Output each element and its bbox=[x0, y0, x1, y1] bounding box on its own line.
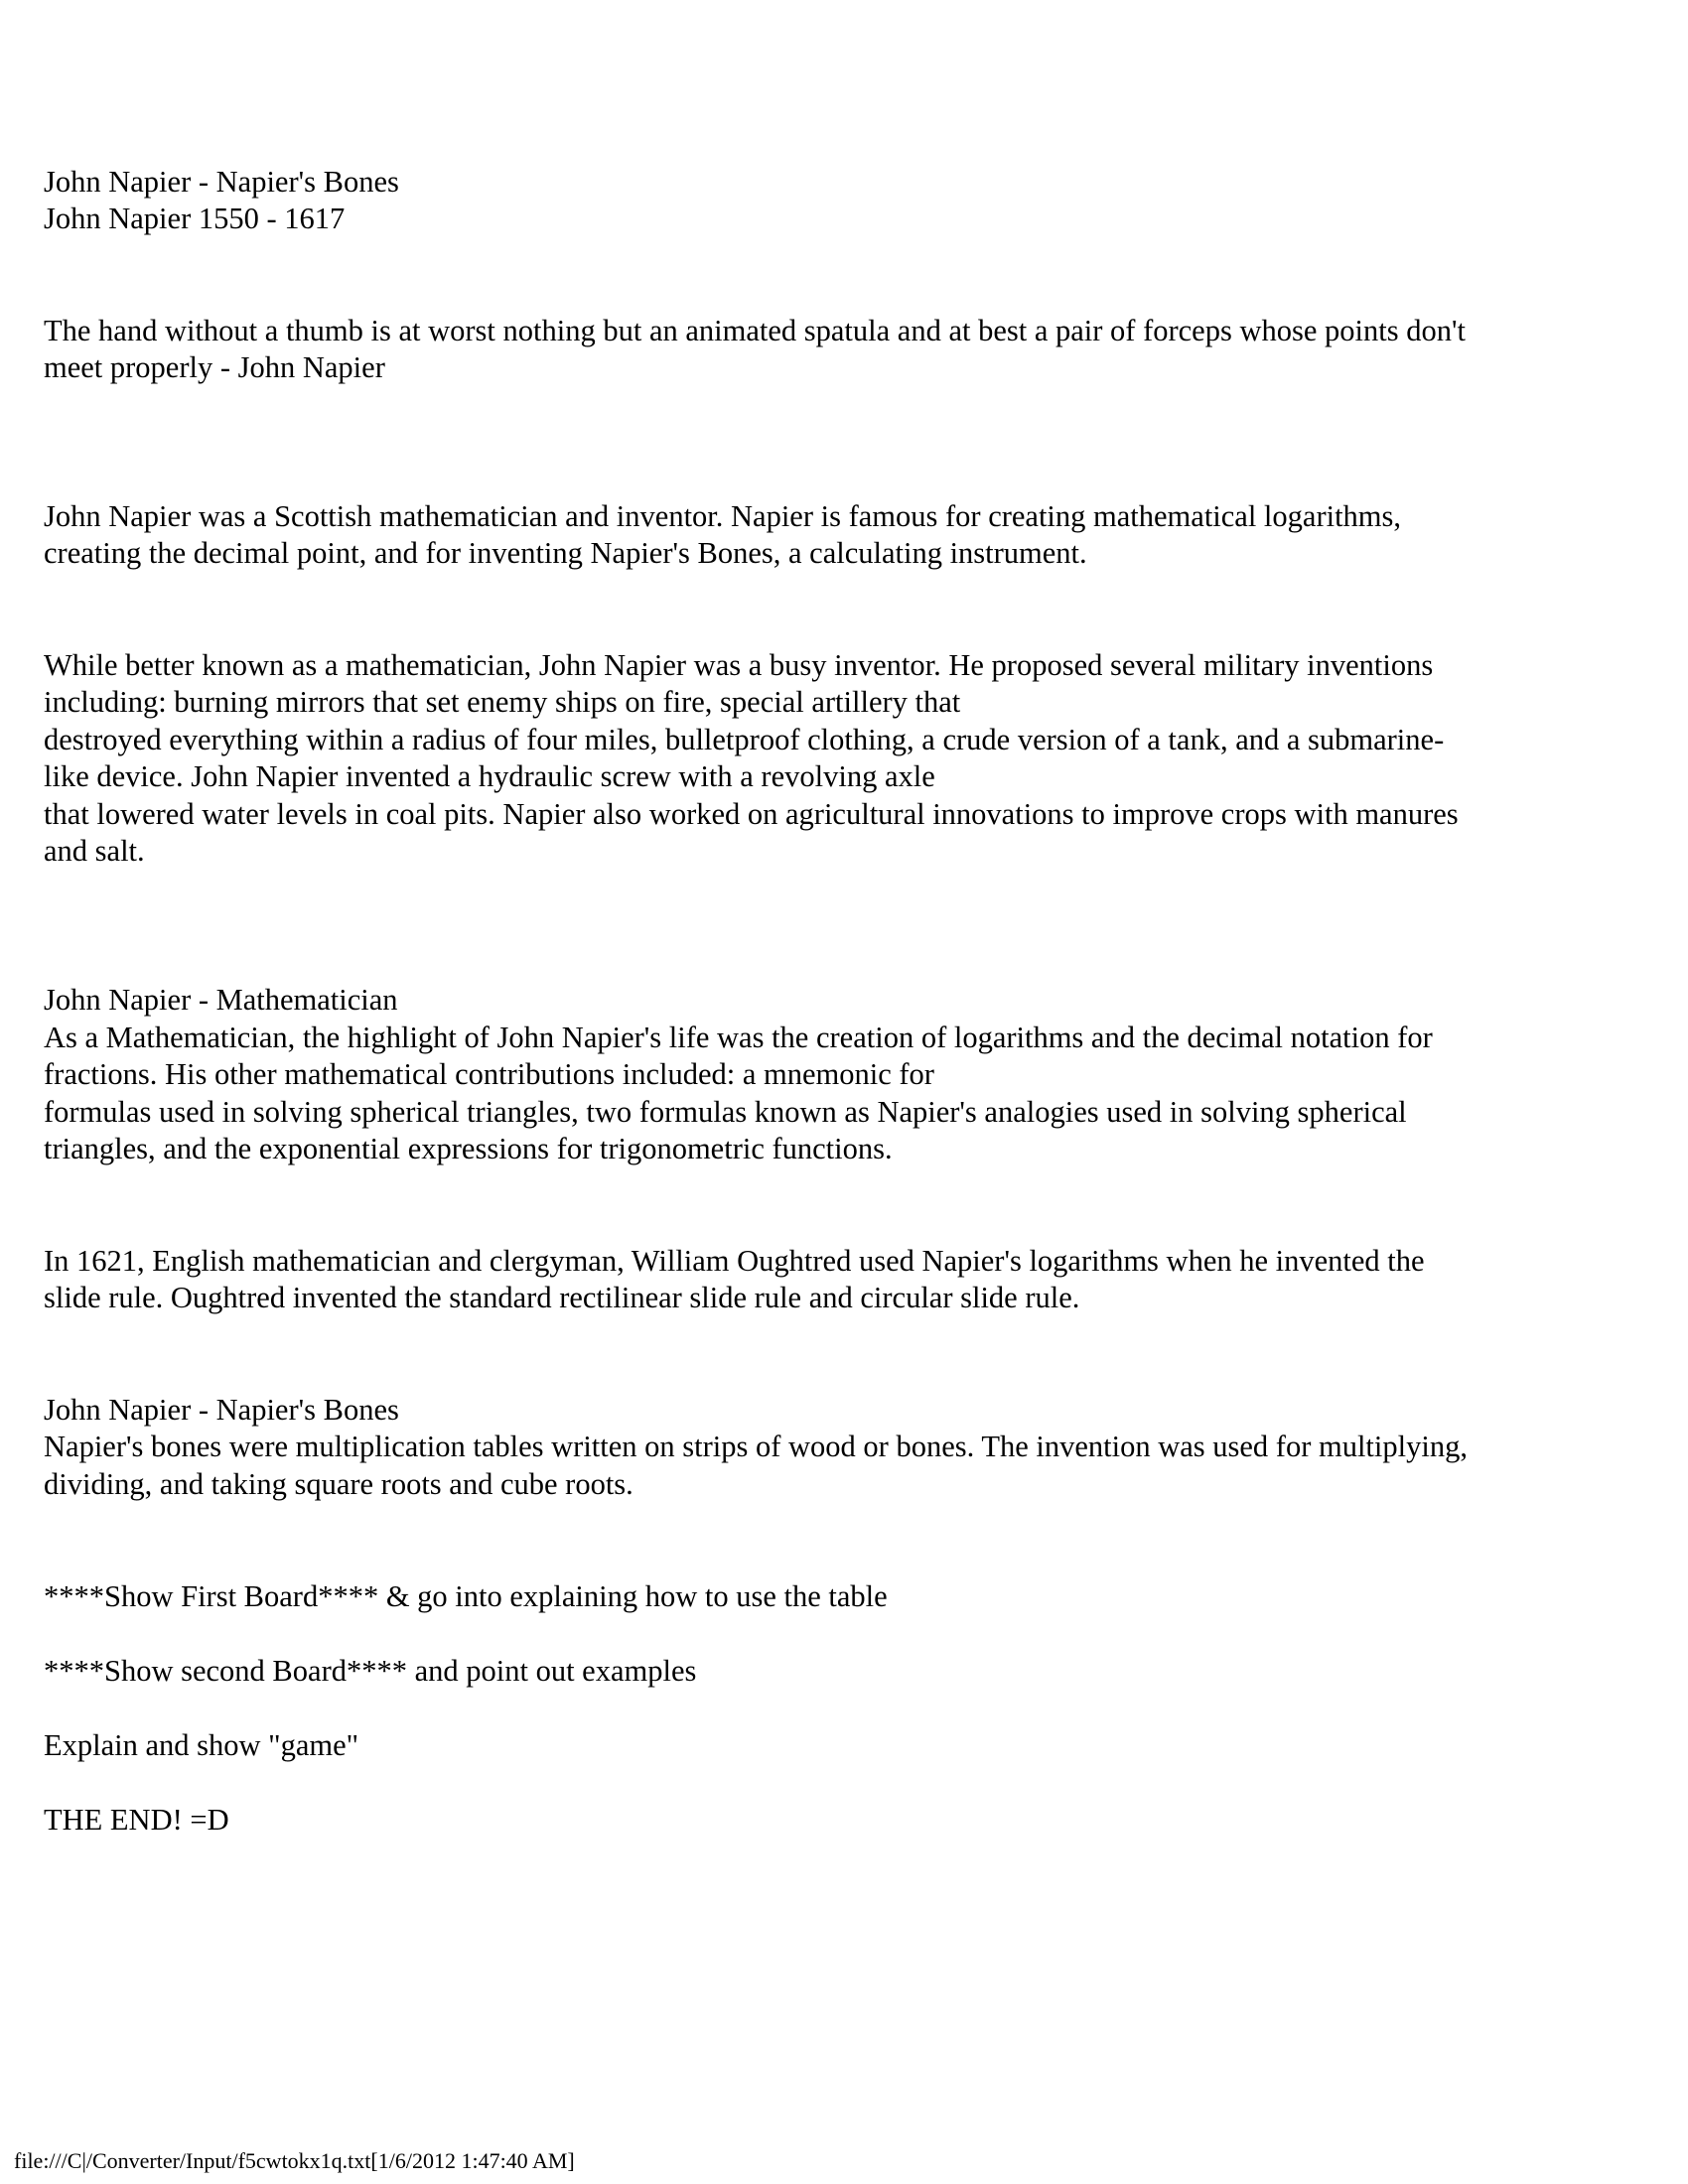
inventor-line-1: While better known as a mathematician, John Napier was a busy inventor. He proposed several military inventions bbox=[44, 648, 1434, 682]
inventor-line-6: and salt. bbox=[44, 834, 145, 868]
inventor-line-5: that lowered water levels in coal pits. Napier also worked on agricultural innovations to improve crops with manures bbox=[44, 797, 1459, 831]
intro-line-2: creating the decimal point, and for inventing Napier's Bones, a calculating instrument. bbox=[44, 536, 1087, 570]
oughtred-line-2: slide rule. Oughtred invented the standard rectilinear slide rule and circular slide rule. bbox=[44, 1281, 1080, 1314]
intro-line-1: John Napier was a Scottish mathematician and inventor. Napier is famous for creating mathematical logarithms, bbox=[44, 499, 1402, 533]
oughtred-line-1: In 1621, English mathematician and clergyman, William Oughtred used Napier's logarithms when he invented the bbox=[44, 1244, 1425, 1278]
note-second-board: ****Show second Board**** and point out examples bbox=[44, 1654, 697, 1688]
note-the-end: THE END! =D bbox=[44, 1803, 229, 1837]
bones-line-1: Napier's bones were multiplication tables written on strips of wood or bones. The invention was used for multiplying, bbox=[44, 1430, 1468, 1463]
mathematician-line-2: fractions. His other mathematical contributions included: a mnemonic for bbox=[44, 1057, 934, 1091]
quote-line-2: meet properly - John Napier bbox=[44, 350, 385, 384]
document-title: John Napier - Napier's Bones bbox=[44, 165, 399, 199]
note-first-board: ****Show First Board**** & go into explaining how to use the table bbox=[44, 1579, 888, 1613]
mathematician-heading: John Napier - Mathematician bbox=[44, 983, 398, 1017]
mathematician-line-4: triangles, and the exponential expressions for trigonometric functions. bbox=[44, 1132, 893, 1165]
footer-source-path: file:///C|/Converter/Input/f5cwtokx1q.txt[1/6/2012 1:47:40 AM] bbox=[14, 2148, 575, 2173]
quote-line-1: The hand without a thumb is at worst nothing but an animated spatula and at best a pair of forceps whose points don't bbox=[44, 314, 1466, 347]
life-dates: John Napier 1550 - 1617 bbox=[44, 202, 346, 235]
note-game: Explain and show "game" bbox=[44, 1728, 359, 1762]
inventor-line-2: including: burning mirrors that set enemy ships on fire, special artillery that bbox=[44, 685, 961, 719]
mathematician-line-1: As a Mathematician, the highlight of John Napier's life was the creation of logarithms and the decimal notation for bbox=[44, 1021, 1433, 1054]
bones-heading: John Napier - Napier's Bones bbox=[44, 1393, 399, 1427]
inventor-line-4: like device. John Napier invented a hydraulic screw with a revolving axle bbox=[44, 759, 935, 793]
inventor-line-3: destroyed everything within a radius of four miles, bulletproof clothing, a crude version of a tank, and a submarine- bbox=[44, 723, 1445, 756]
bones-line-2: dividing, and taking square roots and cube roots. bbox=[44, 1467, 633, 1501]
mathematician-line-3: formulas used in solving spherical triangles, two formulas known as Napier's analogies used in solving spherical bbox=[44, 1095, 1407, 1129]
